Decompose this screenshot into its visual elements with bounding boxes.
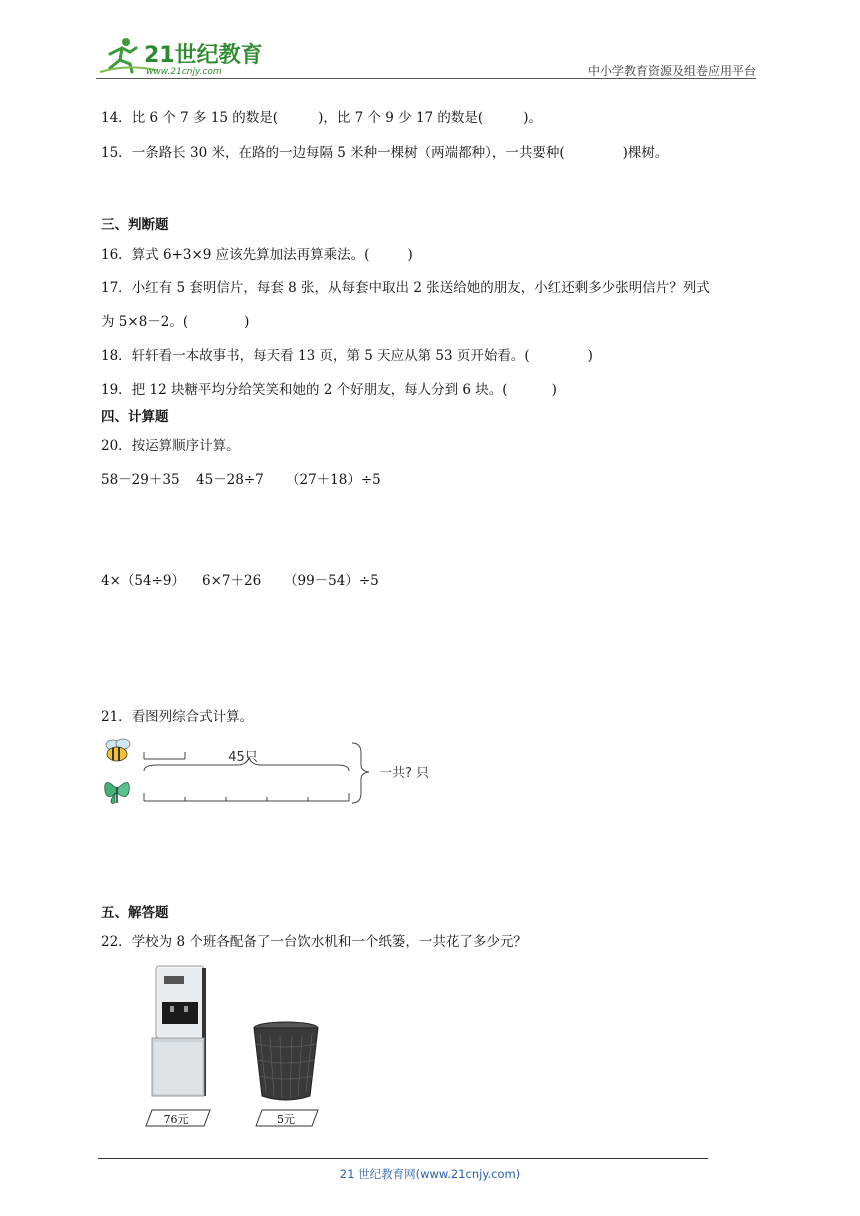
footer-link[interactable]: 21 世纪教育网(www.21cnjy.com) — [339, 1167, 521, 1181]
section-heading-judgment: 三、判断题 — [101, 217, 169, 233]
question-text: 按运算顺序计算。 — [131, 438, 240, 454]
svg-text:www.21cnjy.com: www.21cnjy.com — [146, 67, 222, 77]
price-tag-basket: 5元 — [277, 1113, 295, 1126]
question-text: 算式 6+3×9 应该先算加法再算乘法。( — [131, 247, 370, 263]
question-text: ) — [551, 382, 557, 398]
question-text: ) — [407, 247, 413, 263]
question-text: )。 — [523, 110, 542, 126]
question-number: 14． — [101, 110, 132, 126]
header-platform-text: 中小学教育资源及组卷应用平台 — [587, 64, 756, 78]
water-dispenser-image — [140, 962, 220, 1130]
question-number: 16． — [101, 247, 132, 263]
question-number: 19． — [101, 382, 132, 398]
question-number: 21． — [101, 709, 132, 725]
question-text: 看图列综合式计算。 — [131, 709, 254, 725]
question-number: 20． — [101, 438, 132, 454]
question-16 — [101, 243, 413, 263]
question-22 — [101, 930, 527, 950]
question-text: 为 5×8－2。( — [101, 314, 189, 330]
question-number: 17． — [101, 280, 132, 296]
section-heading-calculation: 四、计算题 — [101, 409, 169, 425]
expression: 6×7＋26 — [202, 573, 262, 589]
butterfly-icon — [105, 782, 130, 803]
bee-icon — [106, 739, 130, 761]
header-divider — [96, 78, 756, 79]
question-text: 学校为 8 个班各配备了一台饮水机和一个纸篓，一共花了多少元？ — [131, 934, 527, 950]
question-text: 把 12 块糖平均分给笑笑和她的 2 个好朋友，每人分到 6 块。( — [131, 382, 508, 398]
question-20 — [101, 434, 240, 454]
question-number: 18． — [101, 348, 132, 364]
diagram-label: 45只 — [228, 750, 258, 765]
expression: 4×（54÷9） — [101, 573, 185, 589]
site-logo — [96, 34, 266, 80]
waste-basket-image — [246, 1020, 326, 1130]
question-text: ) — [587, 348, 593, 364]
expression: （99－54）÷5 — [284, 573, 379, 589]
question-text: 小红有 5 套明信片，每套 8 张，从每套中取出 2 张送给她的朋友，小红还剩多少张明信片？列式 — [131, 280, 710, 296]
expression: 58－29＋35 — [101, 472, 180, 488]
question-text: 比 6 个 7 多 15 的数是( — [131, 110, 279, 126]
question-text: )棵树。 — [622, 145, 669, 161]
question-text: 一条路长 30 米，在路的一边每隔 5 米种一棵树（两端都种），一共要种( — [131, 145, 565, 161]
question-15 — [101, 141, 668, 161]
total-label: 一共? 只 — [379, 766, 430, 781]
question-number: 15． — [101, 145, 132, 161]
question-text: 轩轩看一本故事书，每天看 13 页，第 5 天应从第 53 页开始看。( — [131, 348, 530, 364]
question-text: )，比 7 个 9 少 17 的数是( — [318, 110, 484, 126]
question-18 — [101, 344, 593, 364]
question-21 — [101, 705, 253, 725]
question-19 — [101, 378, 557, 398]
section-heading-word-problems: 五、解答题 — [101, 905, 169, 921]
question-17-line2 — [101, 310, 249, 330]
question-text: ) — [244, 314, 250, 330]
svg-text:21世纪教育: 21世纪教育 — [144, 43, 263, 68]
question-17-line1 — [101, 276, 710, 296]
expression: （27＋18）÷5 — [286, 472, 381, 488]
bar-diagram — [97, 735, 457, 810]
footer-divider — [98, 1158, 708, 1159]
expression: 45－28÷7 — [196, 472, 264, 488]
price-tag-dispenser: 76元 — [163, 1113, 189, 1126]
question-14 — [101, 106, 542, 126]
question-number: 22． — [101, 934, 132, 950]
